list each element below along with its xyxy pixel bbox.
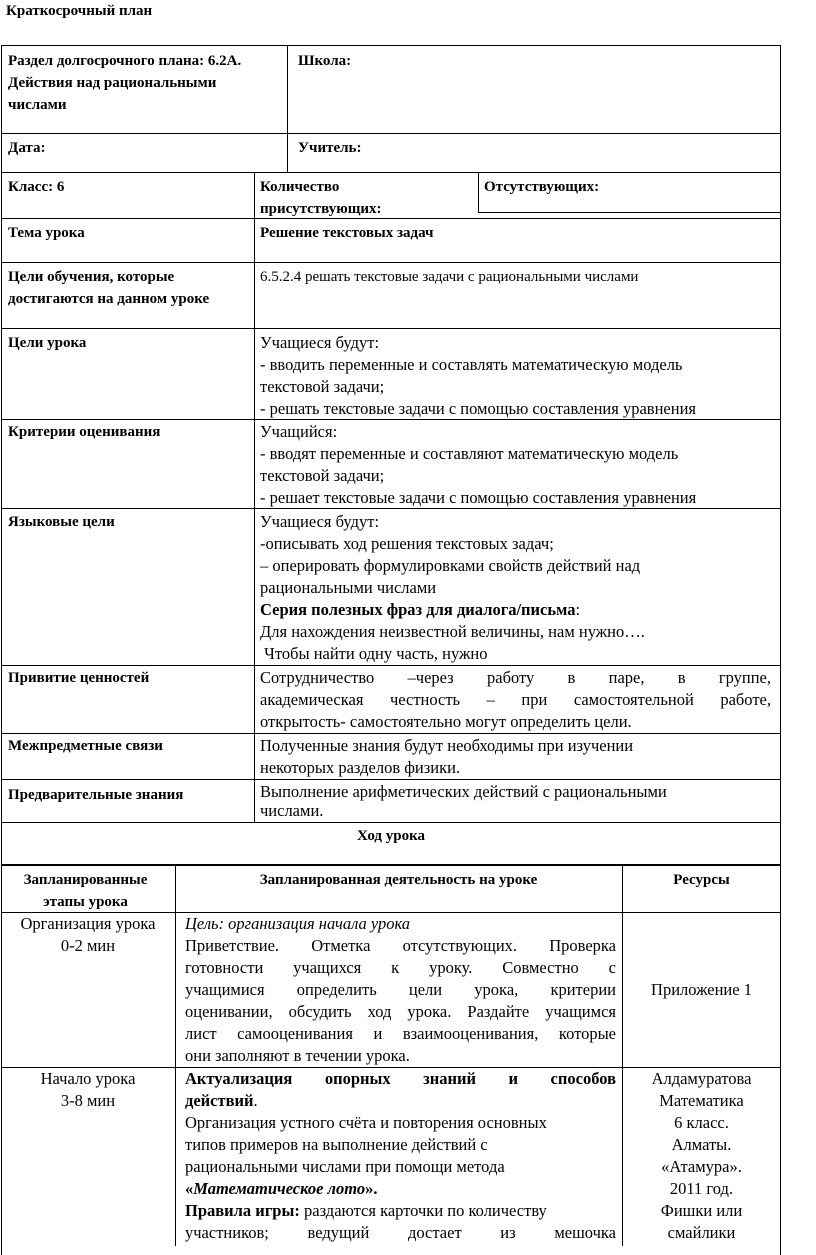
- stage-1-name: Организация урока 0-2 мин: [20, 914, 156, 955]
- topic-label: Тема урока: [8, 225, 85, 241]
- cross-links-label: Межпредметные связи: [8, 738, 163, 754]
- activity-header: Запланированная деятельность на уроке: [259, 872, 538, 888]
- game-rules-label: Правила игры:: [185, 1201, 300, 1220]
- resources-header: Ресурсы: [673, 872, 730, 888]
- method-name: Математическое лото: [193, 1179, 366, 1198]
- values-text: Сотрудничество –через работу в паре, в группе, академическая честность – при самостоятельной работе, открытость- самостоятельно могут определить цели.: [260, 668, 771, 731]
- absent-label: Отсутствующих:: [484, 179, 600, 195]
- stage-2-name: Начало урока 3-8 мин: [40, 1069, 136, 1110]
- prior-knowledge-text: Выполнение арифметических действий с рациональными числами.: [260, 782, 667, 820]
- stages-header: Запланированные этапы урока: [23, 872, 148, 910]
- criteria-text: Учащийся: - вводят переменные и составляют математическую модель текстовой задачи; - решает текстовые задачи с помощью составления уравнения: [260, 422, 697, 507]
- criteria-label: Критерии оценивания: [8, 424, 161, 440]
- present-label: Количество присутствующих:: [260, 179, 382, 217]
- objectives-value: 6.5.2.4 решать текстовые задачи с рациональными числами: [260, 269, 639, 285]
- school-label: Школа:: [298, 53, 352, 69]
- lesson-progress-title: Ход урока: [356, 828, 426, 844]
- stage-2-heading: Актуализация опорных знаний и способов: [185, 1069, 616, 1088]
- lesson-goals-text: Учащиеся будут: - вводить переменные и составлять математическую модель текстовой задачи; - решать текстовые задачи с помощью составления уравнения: [260, 333, 696, 418]
- stage-1-goal: Цель: организация начала урока: [185, 914, 411, 933]
- date-label: Дата:: [8, 140, 46, 156]
- teacher-label: Учитель:: [298, 140, 362, 156]
- section-label: Раздел долгосрочного плана: 6.2А. Действия над рациональными числами: [8, 53, 242, 113]
- language-goals-text: Учащиеся будут: -описывать ход решения текстовых задач; – оперировать формулировками свойств действий над рациональными числами Серия полезных фраз для диалога/письма: Для нахождения неизвестной величины, нам нужно…. Чтобы найти одну часть, нужно: [260, 512, 645, 663]
- cross-links-text: Полученные знания будут необходимы при изучении некоторых разделов физики.: [260, 736, 634, 777]
- stage-1-activity: Цель: организация начала урока Приветствие. Отметка отсутствующих. Проверка готовности учащихся к уроку. Совместно с учащимися определить цели урока, критерии оценивании, обсудить ход урока. Раздайте учащимся лист самооценивания и взаимооценивания, которые они заполняют в течении урока.: [185, 914, 616, 1065]
- class-label: Класс: 6: [8, 179, 65, 195]
- values-label: Привитие ценностей: [8, 670, 150, 686]
- document-title: Краткосрочный план: [6, 3, 153, 19]
- language-goals-label: Языковые цели: [8, 514, 115, 530]
- topic-value: Решение текстовых задач: [260, 225, 434, 241]
- stage-2-resources: Алдамуратова Математика 6 класс. Алматы. «Атамура». 2011 год. Фишки или смайлики: [651, 1069, 752, 1242]
- lesson-goals-label: Цели урока: [8, 335, 87, 351]
- stage-2-activity: Актуализация опорных знаний и способов действий. Организация устного счёта и повторения основных типов примеров на выполнение действий с рациональными числами при помощи метода «Математическое лото». Правила игры: раздаются карточки по количеству участников; ведущий достает из мешочка: [185, 1069, 616, 1242]
- stage-1-resource: Приложение 1: [651, 980, 752, 999]
- objectives-label: Цели обучения, которые достигаются на данном уроке: [8, 269, 210, 307]
- useful-phrases-title: Серия полезных фраз для диалога/письма: [260, 600, 576, 619]
- prior-knowledge-label: Предварительные знания: [8, 787, 184, 803]
